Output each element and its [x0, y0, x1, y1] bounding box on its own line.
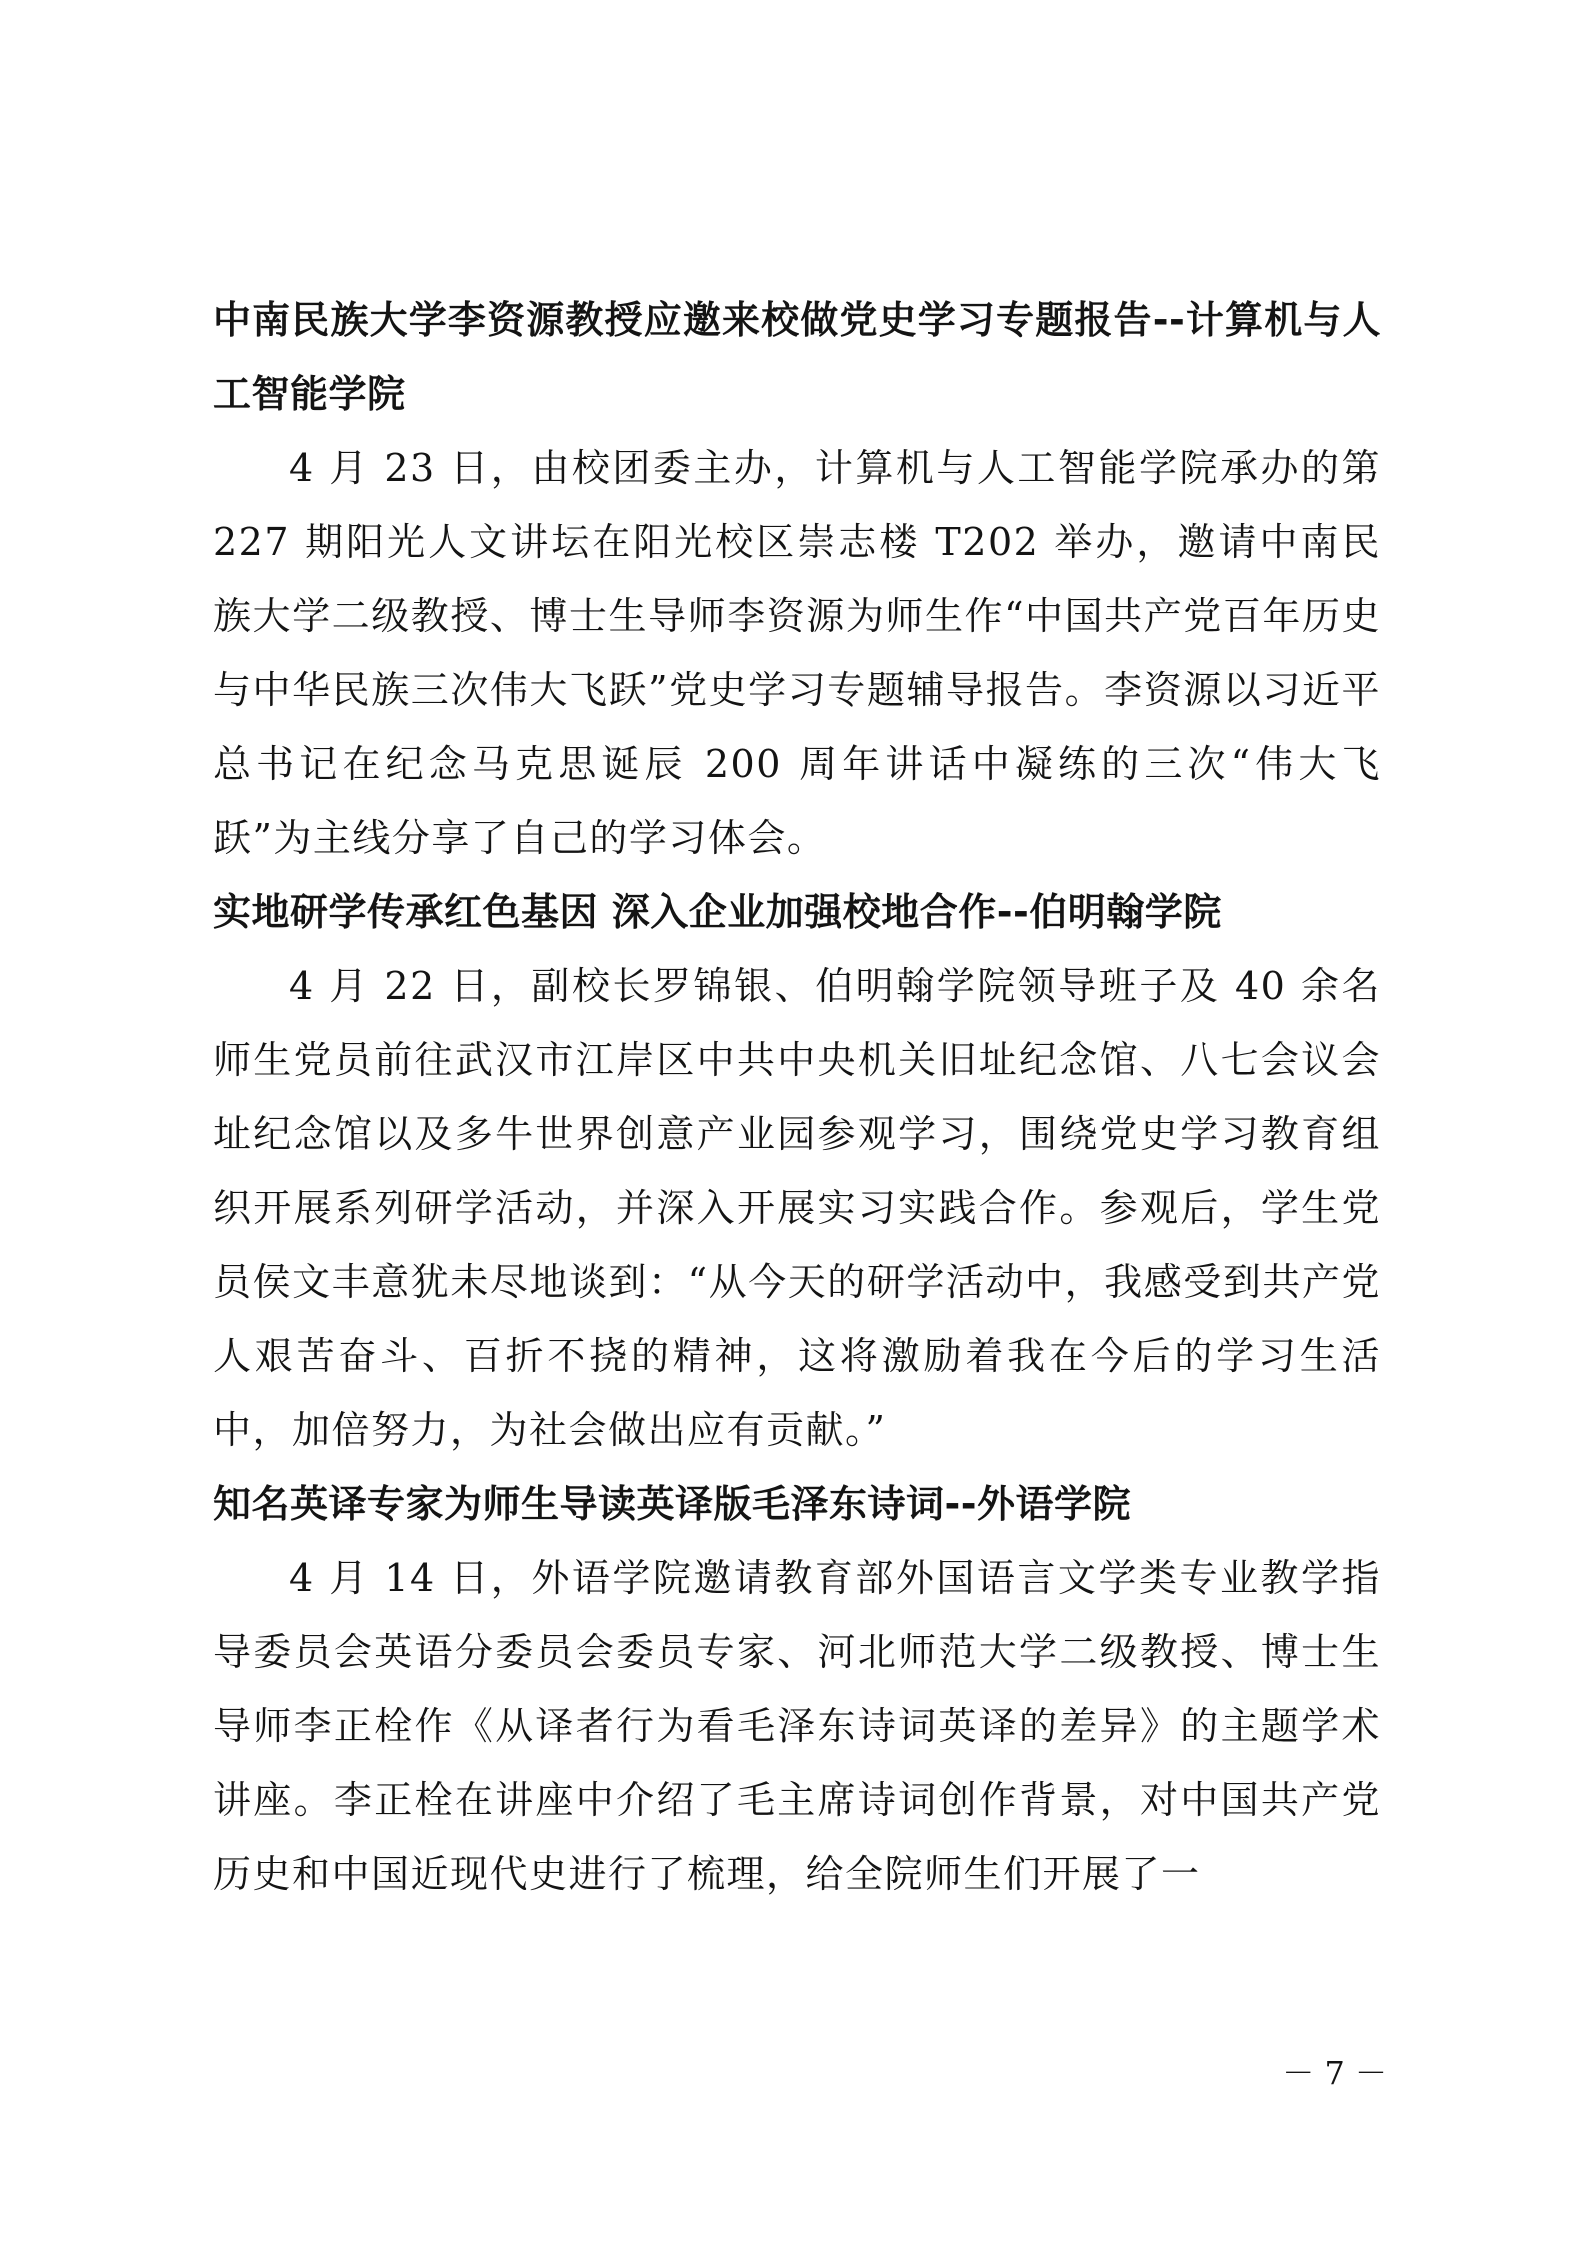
article-2-body: 4 月 22 日，副校长罗锦银、伯明翰学院领导班子及 40 余名师生党员前往武汉市江岸区中共中央机关旧址纪念馆、八七会议会址纪念馆以及多牛世界创意产业园参观学习，围绕党史学习教育组织开展系列研学活动，并深入开展实习实践合作。参观后，学生党员侯文丰意犹未尽地谈到：“从今天的研学活动中，我感受到共产党人艰苦奋斗、百折不挠的精神，这将激励着我在今后的学习生活中，加倍努力，为社会做出应有贡献。” [213, 964, 1381, 1452]
article-2-title: 实地研学传承红色基因 深入企业加强校地合作--伯明翰学院 [213, 890, 1222, 934]
article-3-title: 知名英译专家为师生导读英译版毛泽东诗词--外语学院 [213, 1482, 1132, 1526]
document-page [213, 283, 1381, 1911]
article-1-body: 4 月 23 日，由校团委主办，计算机与人工智能学院承办的第 227 期阳光人文讲坛在阳光校区崇志楼 T202 举办，邀请中南民族大学二级教授、博士生导师李资源为师生作“中国共产党百年历史与中华民族三次伟大飞跃”党史学习专题辅导报告。李资源以习近平总书记在纪念马克思诞辰 200 周年讲话中凝练的三次“伟大飞跃”为主线分享了自己的学习体会。 [213, 446, 1381, 860]
article-3-body: 4 月 14 日，外语学院邀请教育部外国语言文学类专业教学指导委员会英语分委员会委员专家、河北师范大学二级教授、博士生导师李正栓作《从译者行为看毛泽东诗词英译的差异》的主题学术讲座。李正栓在讲座中介绍了毛主席诗词创作背景，对中国共产党历史和中国近现代史进行了梳理，给全院师生们开展了一 [213, 1556, 1381, 1896]
page-number: － 7 － [1282, 2054, 1387, 2092]
article-1-title: 中南民族大学李资源教授应邀来校做党史学习专题报告--计算机与人工智能学院 [213, 298, 1381, 416]
